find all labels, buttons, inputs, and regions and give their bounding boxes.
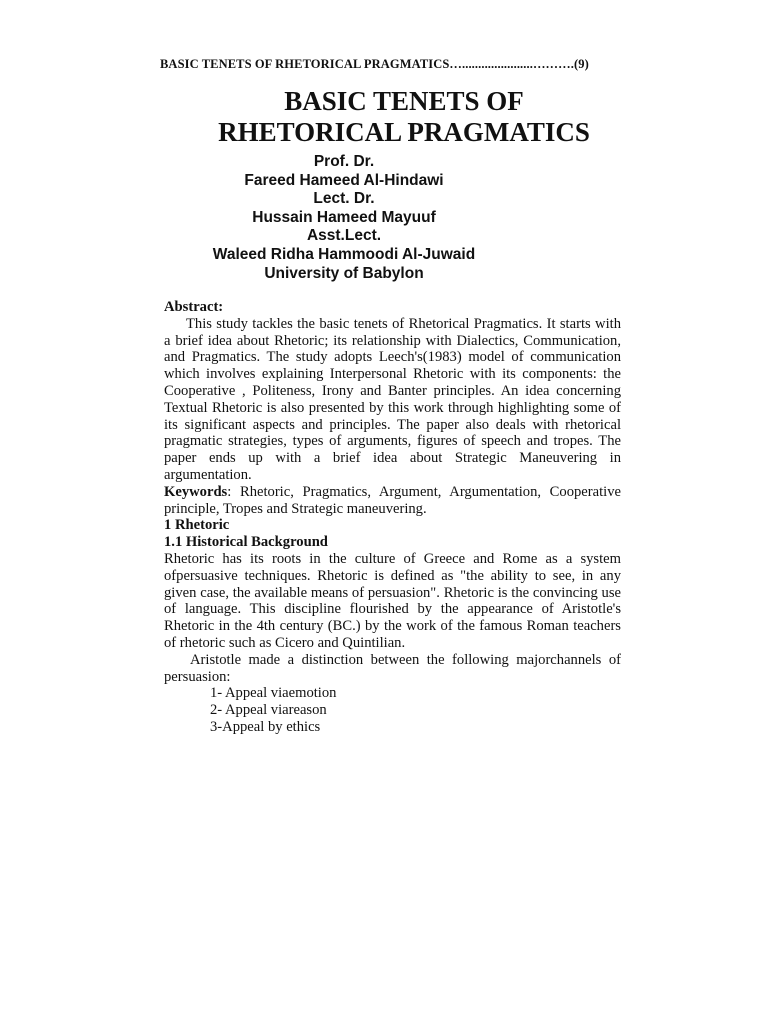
list-item: 1- Appeal viaemotion [210,685,337,702]
subsection-heading: 1.1 Historical Background [164,534,328,551]
author-line: Waleed Ridha Hammoodi Al-Juwaid [212,245,476,263]
author-affiliation: University of Babylon [264,264,424,282]
paper-title [140,86,668,148]
abstract-heading: Abstract: [164,299,224,315]
title-line-2: RHETORICAL PRAGMATICS [218,117,590,147]
author-line: Prof. Dr. [313,153,375,170]
keywords-paragraph [164,484,621,518]
author-line: Asst.Lect. [306,227,382,245]
body-paragraph: Rhetoric has its roots in the culture of Greece and Rome as a system ofpersuasive techniques. Rhetoric is defined as "the ability to see, in any given case, the available means of persuasion". Rhetoric is the convincing use of language. This discipline flourished by the appearance of Aristotle's Rhetoric in the 4th century (BC.) by the work of the famous Roman teachers of rhetoric such as Cicero and Quintilian. [164,550,621,651]
body-text [164,299,621,736]
list-item: 2- Appeal viareason [210,702,327,719]
list-item: 3-Appeal by ethics [210,718,321,735]
body-paragraph: Aristotle made a distinction between the following majorchannels of persuasion: [164,651,621,685]
section-heading: 1 Rhetoric [164,517,230,534]
author-line: Hussain Hameed Mayuuf [252,208,436,226]
keywords-label: Keywords [164,483,228,500]
author-block [140,153,548,283]
keywords-text: : Rhetoric, Pragmatics, Argument, Argumentation, Cooperative principle, Tropes and Strategic maneuvering. [164,483,621,517]
title-line-1: BASIC TENETS OF [284,86,524,116]
running-header: BASIC TENETS OF RHETORICAL PRAGMATICS…......................……….(9) [160,57,589,71]
author-line: Lect. Dr. [313,190,375,208]
author-line: Fareed Hameed Al-Hindawi [244,171,444,189]
abstract-paragraph: This study tackles the basic tenets of Rhetorical Pragmatics. It starts with a brief idea about Rhetoric; its relationship with Dialectics, Communication, and Pragmatics. The study adopts Leech's(1983) model of communication which involves explaining Interpersonal Rhetoric with its components: the Cooperative , Politeness, Irony and Banter principles. An idea concerning Textual Rhetoric is also presented by this work through highlighting some of its significant aspects and principles. The paper also deals with rhetorical pragmatic strategies, types of arguments, figures of speech and tropes. The paper ends up with a brief idea about Strategic Maneuvering in argumentation. [164,315,621,483]
